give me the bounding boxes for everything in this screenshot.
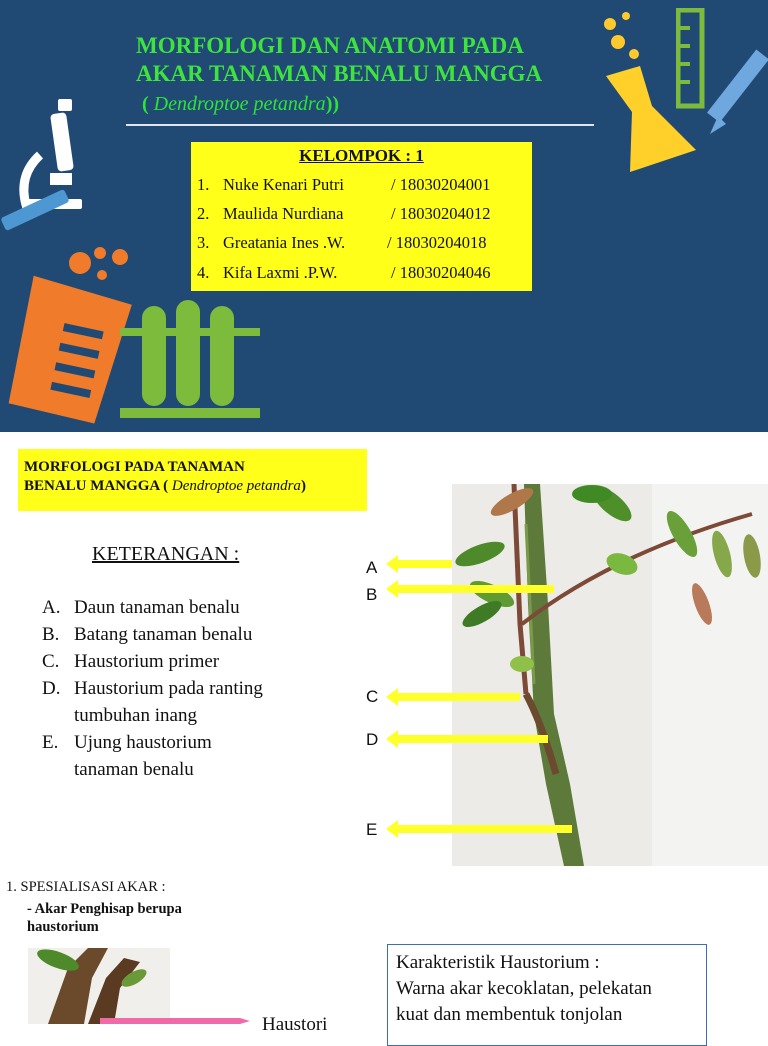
- arrow-label-c: C: [366, 687, 379, 706]
- arrow-label-b: B: [366, 585, 378, 604]
- member-number: 2.: [197, 204, 210, 223]
- member-name: Kifa Laxmi .P.W.: [223, 263, 338, 282]
- member-id: / 18030204001: [391, 175, 491, 194]
- legend-text: Batang tanaman benalu: [74, 624, 253, 645]
- arrow-b-icon: [386, 580, 554, 598]
- legend-text: Haustorium pada ranting: [74, 678, 263, 699]
- morphology-title-line-1: MORFOLOGI PADA TANAMAN: [24, 459, 245, 475]
- member-id: / 18030204012: [391, 204, 491, 223]
- morphology-title: [24, 458, 306, 496]
- member-name: Greatania Ines .W.: [223, 233, 346, 252]
- member-number: 1.: [197, 175, 210, 194]
- legend-letter: A.: [42, 597, 61, 618]
- member-name: Maulida Nurdiana: [223, 204, 344, 223]
- haustorium-label: Haustori: [262, 1014, 328, 1035]
- title: [136, 32, 606, 88]
- legend-letter: D.: [42, 678, 61, 699]
- section-subtitle: [27, 900, 182, 936]
- member-row: [197, 175, 490, 195]
- arrow-c-icon: [386, 688, 520, 706]
- arrow-label-a: A: [366, 558, 378, 577]
- legend-item-b: [42, 622, 252, 648]
- pencil-icon: [704, 46, 768, 146]
- section-subtitle-line-1: - Akar Penghisap berupa: [27, 901, 182, 917]
- haustorium-photo: [28, 948, 170, 1024]
- legend-item-c: [42, 649, 219, 675]
- legend-item-e: [42, 730, 212, 756]
- characteristics-line-1: Warna akar kecoklatan, pelekatan: [396, 978, 652, 999]
- legend-text: Daun tanaman benalu: [74, 597, 240, 618]
- legend-item-a: [42, 595, 240, 621]
- subtitle: [142, 93, 339, 116]
- legend-text: Haustorium primer: [74, 651, 220, 672]
- legend-text-continued: tumbuhan inang: [74, 705, 197, 726]
- member-number: 4.: [197, 263, 210, 282]
- arrow-label-d: D: [366, 730, 379, 749]
- subtitle-open: (: [142, 93, 154, 115]
- arrow-label-e: E: [366, 820, 378, 839]
- morphology-title-prefix: BENALU MANGGA (: [24, 478, 169, 494]
- characteristics-line-2: kuat dan membentuk tonjolan: [396, 1004, 623, 1025]
- member-name: Nuke Kenari Putri: [223, 175, 344, 194]
- characteristics-title: Karakteristik Haustorium :: [396, 952, 600, 973]
- member-id: / 18030204018: [387, 233, 487, 252]
- section-title: 1. SPESIALISASI AKAR :: [6, 879, 166, 895]
- legend-text: Ujung haustorium: [74, 732, 212, 753]
- arrow-e-icon: [386, 820, 572, 838]
- legend-letter: E.: [42, 732, 59, 753]
- subtitle-species: Dendroptoe petandra: [153, 93, 326, 115]
- section-subtitle-line-2: haustorium: [27, 919, 99, 935]
- group-label: KELOMPOK : 1: [299, 146, 424, 165]
- member-number: 3.: [197, 233, 210, 252]
- ruler-icon: [676, 8, 706, 110]
- characteristics-box: [387, 944, 707, 1046]
- member-id: / 18030204046: [391, 263, 491, 282]
- microscope-icon: [0, 95, 110, 255]
- legend-item-d: [42, 676, 263, 702]
- morphology-title-suffix: ): [300, 478, 306, 494]
- arrow-a-icon: [386, 555, 452, 573]
- group-box: [191, 142, 532, 291]
- legend-text-continued: tanaman benalu: [74, 759, 194, 780]
- legend-letter: B.: [42, 624, 60, 645]
- title-slide: [0, 0, 768, 432]
- title-line-1: MORFOLOGI DAN ANATOMI PADA: [136, 33, 524, 58]
- title-divider: [126, 124, 594, 126]
- keterangan-heading: KETERANGAN :: [92, 543, 240, 565]
- morphology-title-species: Dendroptoe petandra: [171, 478, 301, 494]
- legend-letter: C.: [42, 651, 60, 672]
- member-row: [197, 204, 490, 224]
- member-row: [197, 233, 486, 253]
- title-line-2: AKAR TANAMAN BENALU MANGGA: [136, 61, 543, 86]
- arrow-d-icon: [386, 730, 548, 748]
- test-tube-rack-icon: [120, 290, 270, 425]
- pink-arrow-icon: [100, 1016, 250, 1024]
- subtitle-close: )): [325, 93, 340, 115]
- pointer-arrows: [380, 550, 580, 850]
- morphology-title-box: [18, 449, 367, 511]
- member-row: [197, 263, 490, 283]
